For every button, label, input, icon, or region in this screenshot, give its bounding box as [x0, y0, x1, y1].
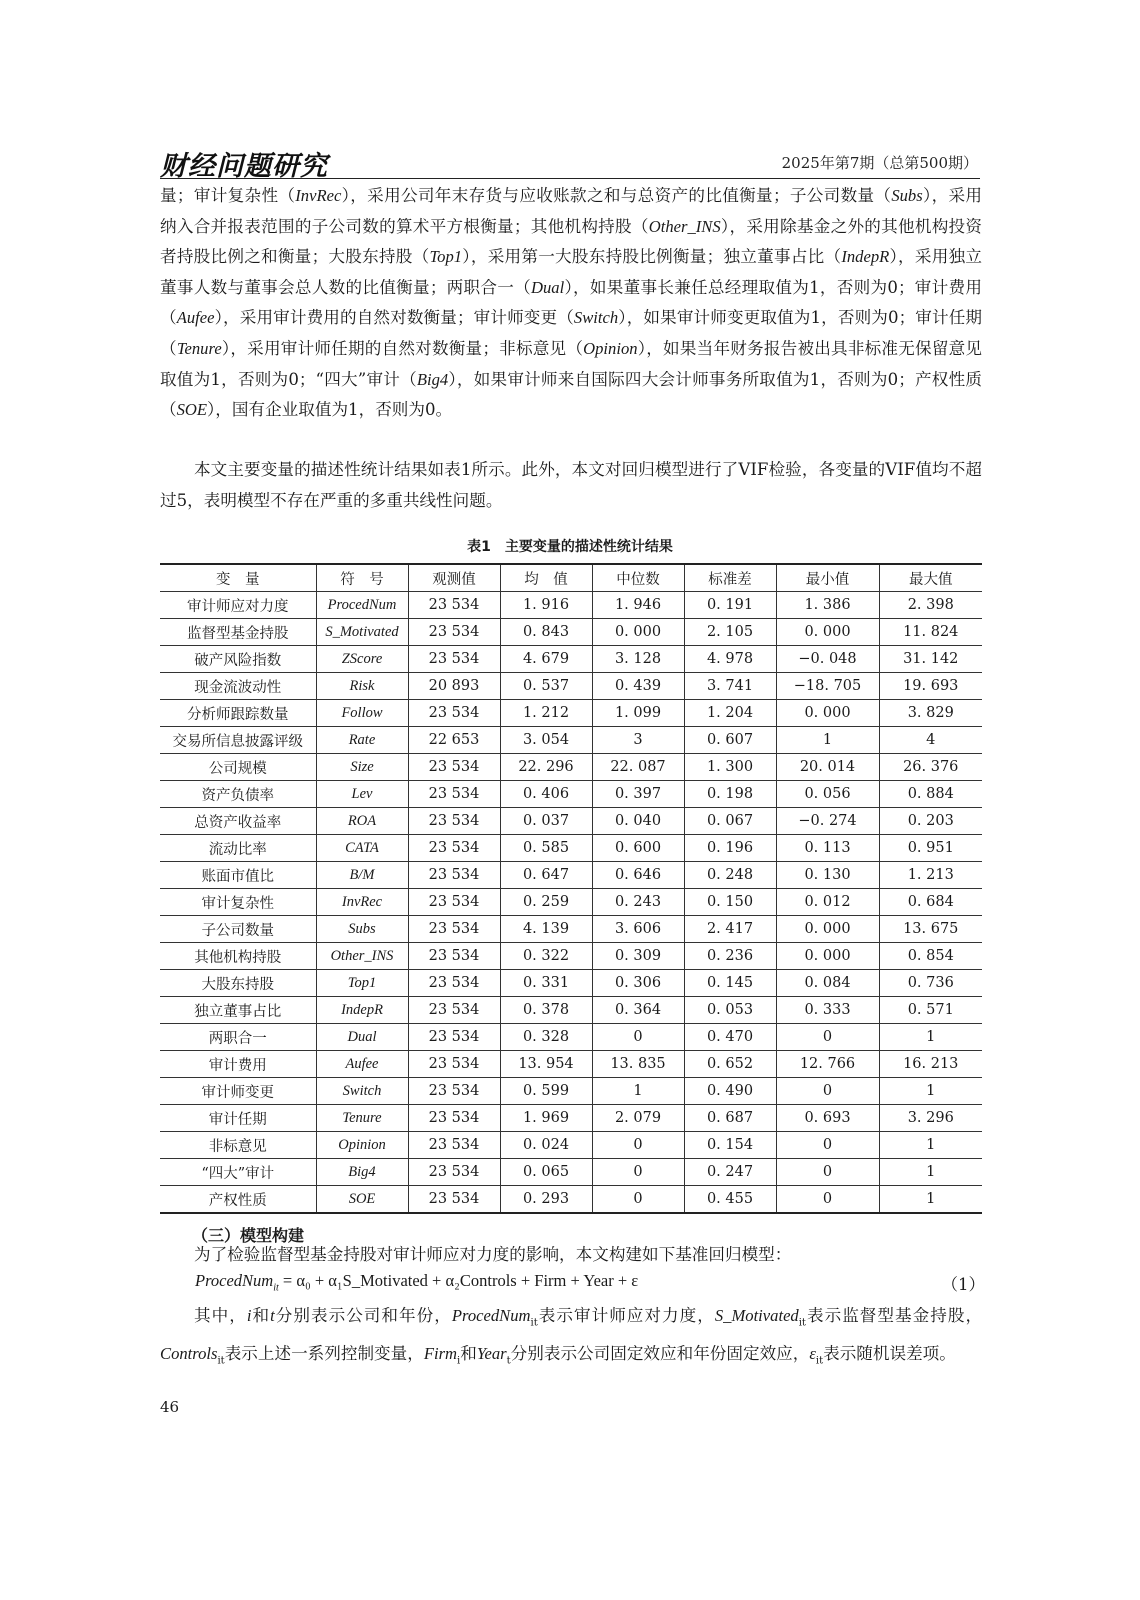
cell-value: 12. 766 — [776, 1051, 879, 1078]
cell-value: 0. 243 — [592, 889, 684, 916]
cell-variable: 交易所信息披露评级 — [160, 727, 316, 754]
cell-value: 23 534 — [408, 700, 500, 727]
cell-symbol: Lev — [316, 781, 408, 808]
cell-value: 0. 150 — [684, 889, 776, 916]
cell-value: 23 534 — [408, 862, 500, 889]
cell-value: 2. 417 — [684, 916, 776, 943]
header-max: 最大值 — [879, 564, 982, 592]
cell-value: 0. 065 — [500, 1159, 592, 1186]
cell-value: 1. 300 — [684, 754, 776, 781]
section-heading: （三）模型构建 — [192, 1226, 305, 1245]
cell-variable: 流动比率 — [160, 835, 316, 862]
cell-value: 0. 693 — [776, 1105, 879, 1132]
cell-value: 0. 236 — [684, 943, 776, 970]
cell-value: 1 — [879, 1132, 982, 1159]
cell-value: 1. 946 — [592, 592, 684, 619]
cell-value: 3. 606 — [592, 916, 684, 943]
cell-value: 0. 056 — [776, 781, 879, 808]
cell-variable: 独立董事占比 — [160, 997, 316, 1024]
cell-value: 0. 331 — [500, 970, 592, 997]
cell-value: 0. 687 — [684, 1105, 776, 1132]
cell-value: 0. 647 — [500, 862, 592, 889]
table-row — [160, 1186, 982, 1214]
running-header — [160, 142, 980, 182]
table-row — [160, 970, 982, 997]
cell-value: 0 — [776, 1024, 879, 1051]
cell-value: 0. 406 — [500, 781, 592, 808]
cell-value: 0. 328 — [500, 1024, 592, 1051]
cell-value: 0. 607 — [684, 727, 776, 754]
cell-variable: 其他机构持股 — [160, 943, 316, 970]
cell-value: 0. 599 — [500, 1078, 592, 1105]
cell-value: 0. 571 — [879, 997, 982, 1024]
cell-value: 1 — [879, 1186, 982, 1214]
equation-explanation-paragraph: 其中，i和t分别表示公司和年份，ProcedNum$_{it}$表示审计师应对力度，S_Motivated$_{it}$表示监督型基金持股，Controls$_{it}$表示上述一系列控制变量，Firm$_i$和Year$_t$分别表示公司固定效应和年份固定效应，$\varepsilon_{it}$表示随机误差项。 — [160, 1306, 983, 1367]
cell-value: 0. 154 — [684, 1132, 776, 1159]
cell-value: 23 534 — [408, 889, 500, 916]
cell-value: 3 — [592, 727, 684, 754]
cell-value: 22. 087 — [592, 754, 684, 781]
cell-value: 0. 040 — [592, 808, 684, 835]
cell-value: 0. 439 — [592, 673, 684, 700]
header-mean: 均 值 — [500, 564, 592, 592]
cell-value: 0 — [776, 1132, 879, 1159]
cell-symbol: Other_INS — [316, 943, 408, 970]
cell-symbol: Subs — [316, 916, 408, 943]
regression-equation — [195, 1271, 985, 1301]
cell-value: 0. 037 — [500, 808, 592, 835]
cell-value: 23 534 — [408, 1105, 500, 1132]
cell-value: 0. 600 — [592, 835, 684, 862]
cell-symbol: Risk — [316, 673, 408, 700]
cell-variable: 子公司数量 — [160, 916, 316, 943]
cell-value: 23 534 — [408, 916, 500, 943]
cell-symbol: B/M — [316, 862, 408, 889]
cell-value: 0. 646 — [592, 862, 684, 889]
cell-variable: 公司规模 — [160, 754, 316, 781]
cell-value: 16. 213 — [879, 1051, 982, 1078]
cell-value: 1. 204 — [684, 700, 776, 727]
cell-value: 23 534 — [408, 1051, 500, 1078]
cell-variable: 非标意见 — [160, 1132, 316, 1159]
table-row — [160, 673, 982, 700]
cell-value: −18. 705 — [776, 673, 879, 700]
table-row — [160, 619, 982, 646]
table-header-row — [160, 564, 982, 592]
cell-value: 22 653 — [408, 727, 500, 754]
cell-value: 23 534 — [408, 1186, 500, 1214]
cell-value: 23 534 — [408, 1078, 500, 1105]
cell-value: 2. 079 — [592, 1105, 684, 1132]
cell-value: 22. 296 — [500, 754, 592, 781]
descriptive-statistics-table — [160, 563, 982, 1214]
cell-value: 3. 054 — [500, 727, 592, 754]
cell-value: 23 534 — [408, 835, 500, 862]
cell-value: 3. 128 — [592, 646, 684, 673]
cell-value: 0 — [776, 1159, 879, 1186]
vif-paragraph: 本文主要变量的描述性统计结果如表1所示。此外，本文对回归模型进行了VIF检验，各变量的VIF值均不超过5，表明模型不存在严重的多重共线性问题。 — [160, 460, 982, 510]
cell-value: 1. 969 — [500, 1105, 592, 1132]
cell-value: −0. 048 — [776, 646, 879, 673]
cell-value: 23 534 — [408, 997, 500, 1024]
cell-symbol: Rate — [316, 727, 408, 754]
table-row — [160, 592, 982, 619]
cell-variable: 监督型基金持股 — [160, 619, 316, 646]
cell-symbol: ROA — [316, 808, 408, 835]
table-row — [160, 997, 982, 1024]
cell-variable: 资产负债率 — [160, 781, 316, 808]
cell-value: 0. 736 — [879, 970, 982, 997]
cell-value: 0. 455 — [684, 1186, 776, 1214]
cell-value: 0 — [776, 1186, 879, 1214]
table-row — [160, 1159, 982, 1186]
cell-value: 0. 053 — [684, 997, 776, 1024]
cell-symbol: Aufee — [316, 1051, 408, 1078]
cell-variable: 审计任期 — [160, 1105, 316, 1132]
cell-value: 23 534 — [408, 1132, 500, 1159]
cell-value: −0. 274 — [776, 808, 879, 835]
page-number: 46 — [160, 1398, 180, 1416]
table-row — [160, 727, 982, 754]
cell-value: 23 534 — [408, 943, 500, 970]
table-row — [160, 943, 982, 970]
cell-value: 0. 322 — [500, 943, 592, 970]
cell-value: 23 534 — [408, 592, 500, 619]
cell-variable: 审计师变更 — [160, 1078, 316, 1105]
cell-value: 0. 843 — [500, 619, 592, 646]
table-row — [160, 1024, 982, 1051]
cell-variable: 审计费用 — [160, 1051, 316, 1078]
cell-value: 20. 014 — [776, 754, 879, 781]
cell-value: 2. 398 — [879, 592, 982, 619]
cell-value: 23 534 — [408, 619, 500, 646]
cell-symbol: InvRec — [316, 889, 408, 916]
cell-value: 2. 105 — [684, 619, 776, 646]
table-row — [160, 1132, 982, 1159]
cell-symbol: CATA — [316, 835, 408, 862]
cell-value: 0. 585 — [500, 835, 592, 862]
cell-value: 0. 024 — [500, 1132, 592, 1159]
cell-value: 0. 130 — [776, 862, 879, 889]
cell-value: 0. 000 — [592, 619, 684, 646]
header-observations: 观测值 — [408, 564, 500, 592]
cell-value: 0. 378 — [500, 997, 592, 1024]
cell-value: 23 534 — [408, 970, 500, 997]
cell-value: 0 — [592, 1024, 684, 1051]
cell-value: 4 — [879, 727, 982, 754]
cell-variable: “四大”审计 — [160, 1159, 316, 1186]
cell-value: 0. 203 — [879, 808, 982, 835]
cell-value: 0. 397 — [592, 781, 684, 808]
cell-value: 0. 684 — [879, 889, 982, 916]
cell-value: 4. 139 — [500, 916, 592, 943]
cell-value: 0. 333 — [776, 997, 879, 1024]
header-std: 标准差 — [684, 564, 776, 592]
cell-value: 3. 741 — [684, 673, 776, 700]
cell-symbol: Size — [316, 754, 408, 781]
table-row — [160, 646, 982, 673]
cell-value: 23 534 — [408, 1159, 500, 1186]
table-row — [160, 808, 982, 835]
cell-value: 1. 386 — [776, 592, 879, 619]
table-row — [160, 889, 982, 916]
cell-variable: 审计复杂性 — [160, 889, 316, 916]
cell-value: 0. 196 — [684, 835, 776, 862]
cell-symbol: Follow — [316, 700, 408, 727]
cell-value: 0. 652 — [684, 1051, 776, 1078]
cell-value: 19. 693 — [879, 673, 982, 700]
cell-value: 23 534 — [408, 646, 500, 673]
cell-value: 23 534 — [408, 781, 500, 808]
cell-value: 0. 259 — [500, 889, 592, 916]
cell-symbol: Switch — [316, 1078, 408, 1105]
cell-value: 31. 142 — [879, 646, 982, 673]
cell-symbol: Opinion — [316, 1132, 408, 1159]
cell-value: 0. 067 — [684, 808, 776, 835]
cell-value: 3. 829 — [879, 700, 982, 727]
cell-value: 0. 306 — [592, 970, 684, 997]
cell-value: 0. 293 — [500, 1186, 592, 1214]
cell-symbol: SOE — [316, 1186, 408, 1214]
equation-number: （1） — [941, 1275, 985, 1294]
cell-value: 4. 978 — [684, 646, 776, 673]
cell-variable: 大股东持股 — [160, 970, 316, 997]
cell-value: 0. 951 — [879, 835, 982, 862]
table-row — [160, 700, 982, 727]
cell-value: 26. 376 — [879, 754, 982, 781]
cell-value: 23 534 — [408, 754, 500, 781]
cell-value: 0. 247 — [684, 1159, 776, 1186]
table-row — [160, 1078, 982, 1105]
header-variable: 变 量 — [160, 564, 316, 592]
model-intro-paragraph: 为了检验监督型基金持股对审计师应对力度的影响，本文构建如下基准回归模型： — [194, 1245, 792, 1264]
cell-value: 0. 854 — [879, 943, 982, 970]
cell-variable: 破产风险指数 — [160, 646, 316, 673]
table-row — [160, 916, 982, 943]
cell-variable: 两职合一 — [160, 1024, 316, 1051]
table-row — [160, 754, 982, 781]
cell-value: 0. 470 — [684, 1024, 776, 1051]
cell-value: 0. 000 — [776, 700, 879, 727]
cell-value: 0. 248 — [684, 862, 776, 889]
cell-variable: 总资产收益率 — [160, 808, 316, 835]
cell-variable: 账面市值比 — [160, 862, 316, 889]
journal-title: 财经问题研究 — [160, 151, 328, 182]
cell-value: 0. 191 — [684, 592, 776, 619]
table-row — [160, 862, 982, 889]
cell-value: 1. 099 — [592, 700, 684, 727]
cell-value: 0. 490 — [684, 1078, 776, 1105]
cell-symbol: ZScore — [316, 646, 408, 673]
cell-value: 11. 824 — [879, 619, 982, 646]
cell-value: 0 — [592, 1186, 684, 1214]
cell-value: 1. 213 — [879, 862, 982, 889]
header-median: 中位数 — [592, 564, 684, 592]
cell-value: 0. 084 — [776, 970, 879, 997]
cell-value: 23 534 — [408, 1024, 500, 1051]
cell-symbol: Dual — [316, 1024, 408, 1051]
cell-value: 0. 884 — [879, 781, 982, 808]
equation-lhs: ProcedNum$_{it}$ — [195, 1271, 279, 1294]
cell-value: 0. 113 — [776, 835, 879, 862]
cell-value: 0. 537 — [500, 673, 592, 700]
cell-value: 1 — [592, 1078, 684, 1105]
cell-value: 13. 835 — [592, 1051, 684, 1078]
equation-body: = α₀ + α₁S_Motivated + α₂Controls + Firm + Year + ε — [282, 1271, 639, 1290]
cell-value: 0 — [592, 1159, 684, 1186]
cell-symbol: S_Motivated — [316, 619, 408, 646]
cell-symbol: IndepR — [316, 997, 408, 1024]
cell-value: 23 534 — [408, 808, 500, 835]
cell-symbol: Tenure — [316, 1105, 408, 1132]
cell-value: 1 — [879, 1078, 982, 1105]
cell-value: 0 — [776, 1078, 879, 1105]
cell-variable: 审计师应对力度 — [160, 592, 316, 619]
table-caption: 表1 主要变量的描述性统计结果 — [467, 539, 673, 555]
table-row — [160, 781, 982, 808]
cell-value: 0. 000 — [776, 916, 879, 943]
cell-value: 20 893 — [408, 673, 500, 700]
cell-variable: 现金流波动性 — [160, 673, 316, 700]
cell-value: 1 — [776, 727, 879, 754]
issue-info: 2025年第7期（总第500期） — [781, 154, 978, 172]
cell-value: 0. 198 — [684, 781, 776, 808]
cell-value: 1 — [879, 1024, 982, 1051]
cell-symbol: Top1 — [316, 970, 408, 997]
cell-value: 1. 212 — [500, 700, 592, 727]
cell-variable: 分析师跟踪数量 — [160, 700, 316, 727]
cell-value: 13. 954 — [500, 1051, 592, 1078]
cell-value: 0. 000 — [776, 943, 879, 970]
cell-value: 0. 309 — [592, 943, 684, 970]
cell-value: 0. 364 — [592, 997, 684, 1024]
header-symbol: 符 号 — [316, 564, 408, 592]
cell-value: 3. 296 — [879, 1105, 982, 1132]
variable-definitions-paragraph: 量；审计复杂性（InvRec），采用公司年末存货与应收账款之和与总资产的比值衡量；子公司数量（Subs），采用纳入合并报表范围的子公司数的算术平方根衡量；其他机构持股（Other_INS），采用除基金之外的其他机构投资者持股比例之和衡量；大股东持股（Top1），采用第一大股东持股比例衡量；独立董事占比（IndepR），采用独立董事人数与董事会总人数的比值衡量；两职合一（Dual），如果董事长兼任总经理取值为1，否则为0；审计费用（Aufee），采用审计费用的自然对数衡量；审计师变更（Switch），如果审计师变更取值为1，否则为0；审计任期（Tenure），采用审计师任期的自然对数衡量；非标意见（Opinion），如果当年财务报告被出具非标准无保留意见取值为1，否则为0；“四大”审计（Big4），如果审计师来自国际四大会计师事务所取值为1，否则为0；产权性质（SOE），国有企业取值为1，否则为0。 — [160, 186, 983, 420]
cell-value: 13. 675 — [879, 916, 982, 943]
table-row — [160, 835, 982, 862]
cell-value: 1. 916 — [500, 592, 592, 619]
table-row — [160, 1051, 982, 1078]
cell-value: 0. 145 — [684, 970, 776, 997]
cell-value: 0. 000 — [776, 619, 879, 646]
cell-value: 1 — [879, 1159, 982, 1186]
cell-value: 0 — [592, 1132, 684, 1159]
cell-symbol: ProcedNum — [316, 592, 408, 619]
table-body — [160, 592, 982, 1214]
cell-value: 4. 679 — [500, 646, 592, 673]
cell-symbol: Big4 — [316, 1159, 408, 1186]
table-row — [160, 1105, 982, 1132]
cell-value: 0. 012 — [776, 889, 879, 916]
header-min: 最小值 — [776, 564, 879, 592]
cell-variable: 产权性质 — [160, 1186, 316, 1214]
